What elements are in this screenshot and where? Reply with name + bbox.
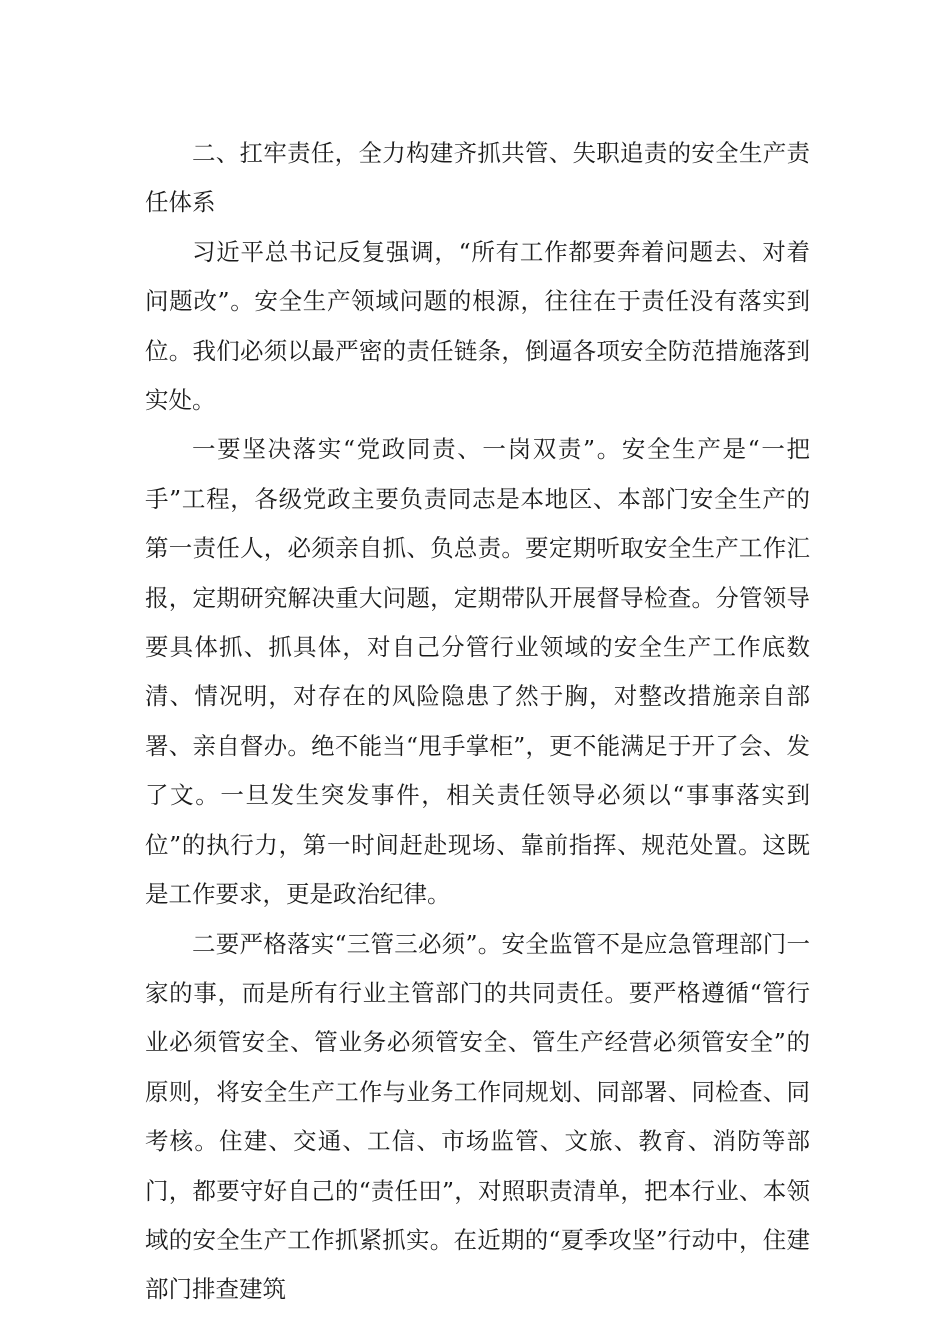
document-body bbox=[145, 129, 810, 1315]
paragraph-intro: 习近平总书记反复强调，“所有工作都要奔着问题去、对着问题改”。安全生产领域问题的根源，往往在于责任没有落实到位。我们必须以最严密的责任链条，倒逼各项安全防范措施落到实处。 bbox=[145, 237, 810, 415]
paragraph-first-requirement: 一要坚决落实“党政同责、一岗双责”。安全生产是“一把手”工程，各级党政主要负责同志是本地区、本部门安全生产的第一责任人，必须亲自抓、负总责。要定期听取安全生产工作汇报，定期研究解决重大问题，定期带队开展督导检查。分管领导要具体抓、抓具体，对自己分管行业领域的安全生产工作底数清、情况明，对存在的风险隐患了然于胸，对整改措施亲自部署、亲自督办。绝不能当“甩手掌柜”，更不能满足于开了会、发了文。一旦发生突发事件，相关责任领导必须以“事事落实到位”的执行力，第一时间赶赴现场、靠前指挥、规范处置。这既是工作要求，更是政治纪律。 bbox=[145, 435, 810, 909]
section-heading: 二、扛牢责任，全力构建齐抓共管、失职追责的安全生产责任体系 bbox=[145, 139, 810, 217]
paragraph-second-requirement: 二要严格落实“三管三必须”。安全监管不是应急管理部门一家的事，而是所有行业主管部门的共同责任。要严格遵循“管行业必须管安全、管业务必须管安全、管生产经营必须管安全”的原则，将安全生产工作与业务工作同规划、同部署、同检查、同考核。住建、交通、工信、市场监管、文旅、教育、消防等部门，都要守好自己的“责任田”，对照职责清单，把本行业、本领域的安全生产工作抓紧抓实。在近期的“夏季攻坚”行动中，住建部门排查建筑 bbox=[145, 929, 810, 1304]
